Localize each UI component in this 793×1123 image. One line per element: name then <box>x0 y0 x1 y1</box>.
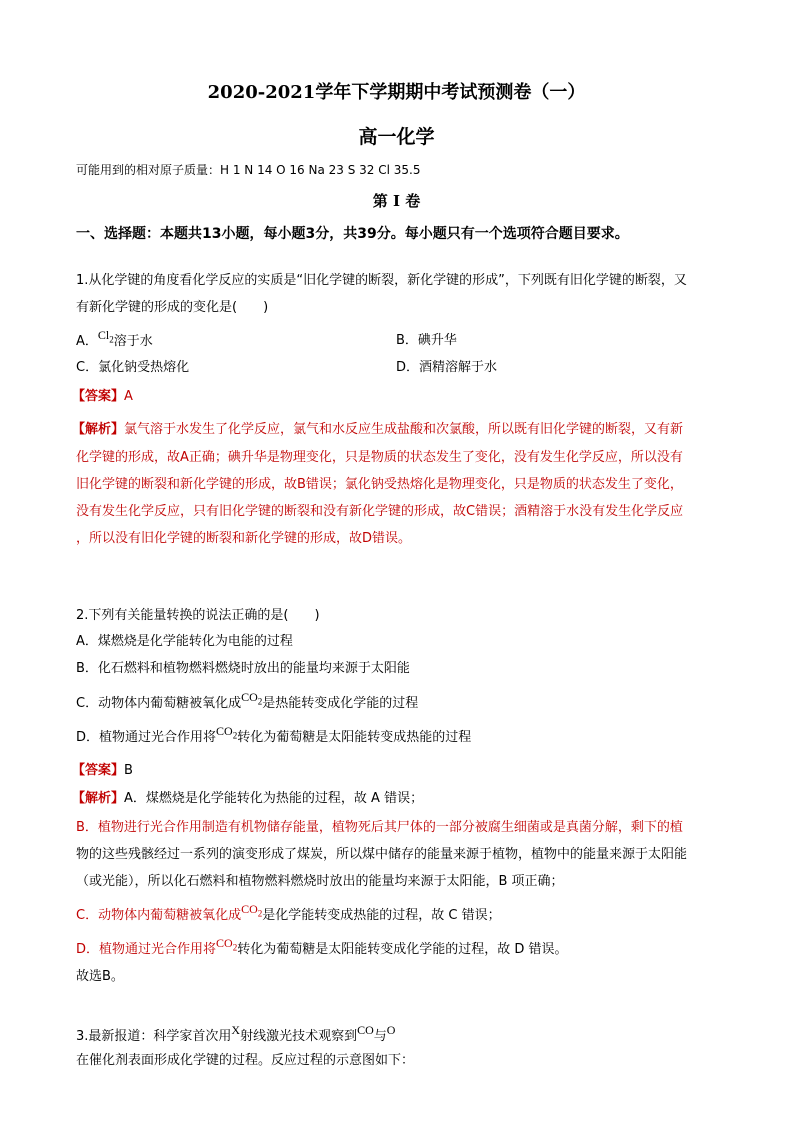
q2-analysis-b1: B．植物进行光合作用制造有机物储存能量，植物死后其尸体的一部分被腐生细菌或是真菌分解，剩下的植 <box>76 820 683 835</box>
q2-option-b: B．化石燃料和植物燃料燃烧时放出的能量均来源于太阳能 <box>76 661 410 676</box>
q1-option-d: D．酒精溶解于水 <box>396 360 498 375</box>
q3-stem-line2: 在催化剂表面形成化学键的过程。反应过程的示意图如下： <box>76 1053 415 1068</box>
section-heading: 一、选择题：本题共13小题，每小题3分，共39分。每小题只有一个选项符合题目要求。 <box>76 226 629 242</box>
q2-option-a: A．煤燃烧是化学能转化为电能的过程 <box>76 634 293 649</box>
q1-stem-line1: 1.从化学键的角度看化学反应的实质是“旧化学键的断裂，新化学键的形成”，下列既有旧化学键的断裂，又 <box>76 273 687 288</box>
q1-stem-line2: 有新化学键的形成的变化是( ) <box>76 300 269 315</box>
formula-co2: $CO_2$ <box>241 902 263 919</box>
formula-co2: $CO_2$ <box>216 936 238 953</box>
q1-option-b: B．碘升华 <box>396 333 457 348</box>
q1-option-a: A．$Cl_2$溶于水 <box>76 328 153 349</box>
q3-stem-line1: 3.最新报道：科学家首次用X射线激光技术观察到CO与O <box>76 1023 396 1044</box>
q1-analysis-line2: 化学键的形成，故A正确；碘升华是物理变化，只是物质的状态发生了变化，没有发生化学反应，所以没有 <box>76 450 683 465</box>
q2-answer: 【答案】B <box>72 763 133 778</box>
q2-analysis-d: D．植物通过光合作用将$CO_2$转化为葡萄糖是太阳能转变成化学能的过程，故 D 错误。 <box>76 936 568 957</box>
formula-cl2: $Cl_2$ <box>97 328 114 345</box>
formula-co2: $CO_2$ <box>241 690 263 707</box>
volume-label: 第 I 卷 <box>372 192 421 210</box>
q2-option-d: D．植物通过光合作用将$CO_2$转化为葡萄糖是太阳能转变成热能的过程 <box>76 724 472 745</box>
formula-co: CO <box>357 1023 374 1037</box>
q1-analysis-line1: 【解析】氯气溶于水发生了化学反应，氯气和水反应生成盐酸和次氯酸，所以既有旧化学键的断裂，又有新 <box>72 422 684 437</box>
q1-analysis-line3: 旧化学键的断裂和新化学键的形成，故B错误；氯化钠受热熔化是物理变化，只是物质的状态发生了变化， <box>76 477 683 492</box>
subject-title: 高一化学 <box>358 126 435 148</box>
q2-analysis-a: 【解析】A．煤燃烧是化学能转化为热能的过程，故 A 错误； <box>72 791 424 806</box>
exam-title: 2020-2021学年下学期期中考试预测卷（一） <box>207 82 586 103</box>
formula-o: O <box>386 1023 396 1037</box>
formula-co2: $CO_2$ <box>216 724 238 741</box>
atomic-masses: 可能用到的相对原子质量：H 1 N 14 O 16 Na 23 S 32 Cl 35.5 <box>76 163 421 177</box>
q1-option-c: C．氯化钠受热熔化 <box>76 360 190 375</box>
q1-analysis-line4: 没有发生化学反应，只有旧化学键的断裂和没有新化学键的形成，故C错误；酒精溶于水没有发生化学反应 <box>76 504 684 519</box>
q2-analysis-b2: 物的这些残骸经过一系列的演变形成了煤炭，所以煤中储存的能量来源于植物，植物中的能量来源于太阳能 <box>76 847 688 862</box>
q2-stem: 2.下列有关能量转换的说法正确的是( ) <box>76 608 320 623</box>
q2-analysis-c: C．动物体内葡萄糖被氧化成$CO_2$是化学能转变成热能的过程，故 C 错误； <box>76 902 501 923</box>
q2-analysis-b3: （或光能），所以化石燃料和植物燃料燃烧时放出的能量均来源于太阳能，B 项正确； <box>76 874 564 889</box>
formula-x: X <box>231 1023 241 1037</box>
q2-conclusion: 故选B。 <box>76 969 124 984</box>
q1-answer: 【答案】A <box>72 389 133 404</box>
q2-option-c: C．动物体内葡萄糖被氧化成$CO_2$是热能转变成化学能的过程 <box>76 690 419 711</box>
q1-analysis-line5: ，所以没有旧化学键的断裂和新化学键的形成，故D错误。 <box>76 531 412 546</box>
